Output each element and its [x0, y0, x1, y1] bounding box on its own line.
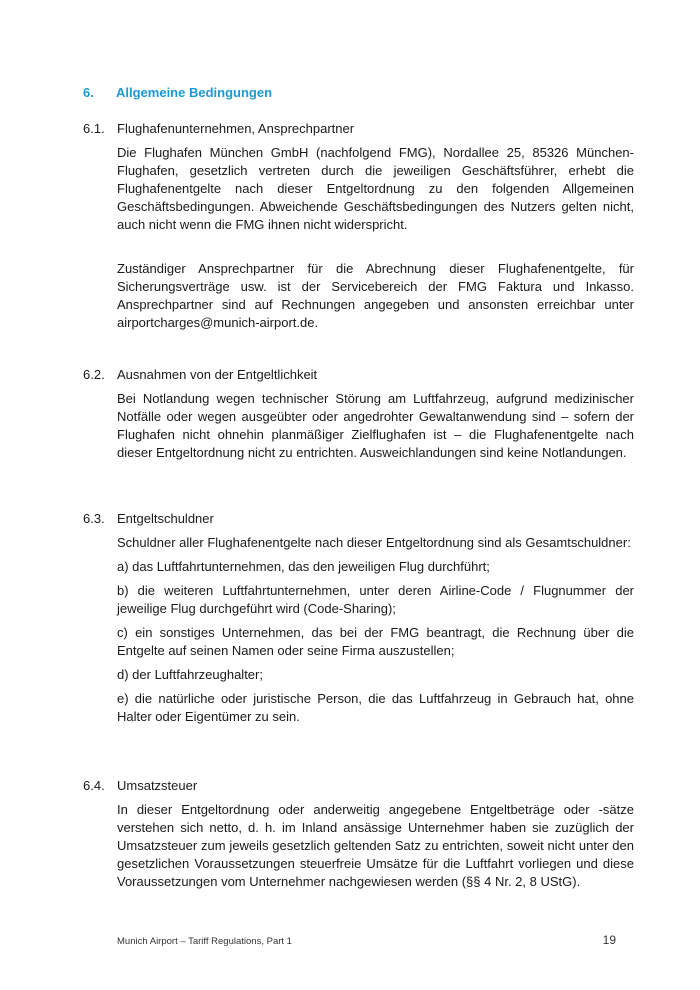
- list-item: a) das Luftfahrtunternehmen, das den jeweiligen Flug durchführt;: [117, 559, 490, 574]
- subsection-heading: [83, 366, 634, 384]
- subsection-number: 6.4.: [83, 778, 105, 793]
- section-number: 6.: [83, 85, 94, 100]
- subsection-body: [117, 801, 634, 891]
- subsection-number: 6.2.: [83, 367, 105, 382]
- subsection-heading: [83, 120, 634, 138]
- paragraph: In dieser Entgeltordnung oder anderweitig angegebene Entgeltbeträge oder -sätze verstehen sich netto, d. h. im Inland ansässige Unternehmer haben sie zuzüglich der Umsatzsteuer zum jeweils gesetzlich geltenden Satz zu entrichten, soweit nicht unter den gesetzlichen Voraussetzungen steuerfreie Umsätze für die Luftfahrt vorliegen und diese Voraussetzungen vom Unternehmer nachgewiesen werden (§§ 4 Nr. 2, 8 UStG).: [117, 802, 634, 889]
- subsection-body: [117, 534, 634, 726]
- section-heading: [83, 85, 272, 100]
- subsection-6-2: [83, 366, 634, 462]
- subsection-number: 6.3.: [83, 511, 105, 526]
- footer-text: Munich Airport – Tariff Regulations, Part 1: [117, 936, 292, 947]
- subsection-title: Entgeltschuldner: [117, 511, 214, 526]
- subsection-title: Ausnahmen von der Entgeltlichkeit: [117, 367, 318, 382]
- subsection-title: Umsatzsteuer: [117, 778, 198, 793]
- list-item: d) der Luftfahrzeughalter;: [117, 667, 263, 682]
- subsection-body: [117, 144, 634, 332]
- subsection-body: [117, 390, 634, 462]
- list-item: e) die natürliche oder juristische Person, die das Luftfahrzeug in Gebrauch hat, ohne Halter oder Eigentümer zu sein.: [117, 691, 634, 724]
- page-number: 19: [602, 933, 616, 947]
- list-item: c) ein sonstiges Unternehmen, das bei der FMG beantragt, die Rechnung über die Entgelte auf seinen Namen oder seine Firma auszustellen;: [117, 625, 634, 658]
- subsection-6-4: [83, 777, 634, 891]
- subsection-heading: [83, 510, 634, 528]
- list-item: b) die weiteren Luftfahrtunternehmen, unter deren Airline-Code / Flugnummer der jeweilige Flug durchgeführt wird (Code-Sharing);: [117, 583, 634, 616]
- section-title: Allgemeine Bedingungen: [116, 85, 273, 100]
- subsection-number: 6.1.: [83, 121, 105, 136]
- paragraph: Schuldner aller Flughafenentgelte nach dieser Entgeltordnung sind als Gesamtschuldner:: [117, 535, 631, 550]
- subsection-6-3: [83, 510, 634, 726]
- paragraph: Bei Notlandung wegen technischer Störung am Luftfahrzeug, aufgrund medizinischer Notfälle oder wegen ausgeübter oder angedrohter Gewaltanwendung sind – sofern der Flughafen nicht ohnehin planmäßiger Zielflughafen ist – die Flughafenentgelte nach dieser Entgeltordnung nicht zu entrichten. Ausweichlandungen sind keine Notlandungen.: [117, 391, 634, 460]
- subsection-heading: [83, 777, 634, 795]
- subsection-title: Flughafenunternehmen, Ansprechpartner: [117, 121, 355, 136]
- paragraph: Die Flughafen München GmbH (nachfolgend FMG), Nordallee 25, 85326 München-Flughafen, gesetzlich vertreten durch die jeweiligen Geschäftsführer, erhebt die Flughafenentgelte nach dieser Entgeltordnung zu den folgenden Allgemeinen Geschäftsbedingungen. Abweichende Geschäftsbedingungen des Nutzers gelten nicht, auch nicht wenn die FMG ihnen nicht widerspricht.: [117, 145, 634, 232]
- subsection-6-1: [83, 120, 634, 332]
- paragraph: Zuständiger Ansprechpartner für die Abrechnung dieser Flughafenentgelte, für Sicherungsverträge usw. ist der Servicebereich der FMG Faktura und Inkasso. Ansprechpartner sind auf Rechnungen angegeben und ansonsten erreichbar unter airportcharges@munich-airport.de.: [117, 261, 634, 330]
